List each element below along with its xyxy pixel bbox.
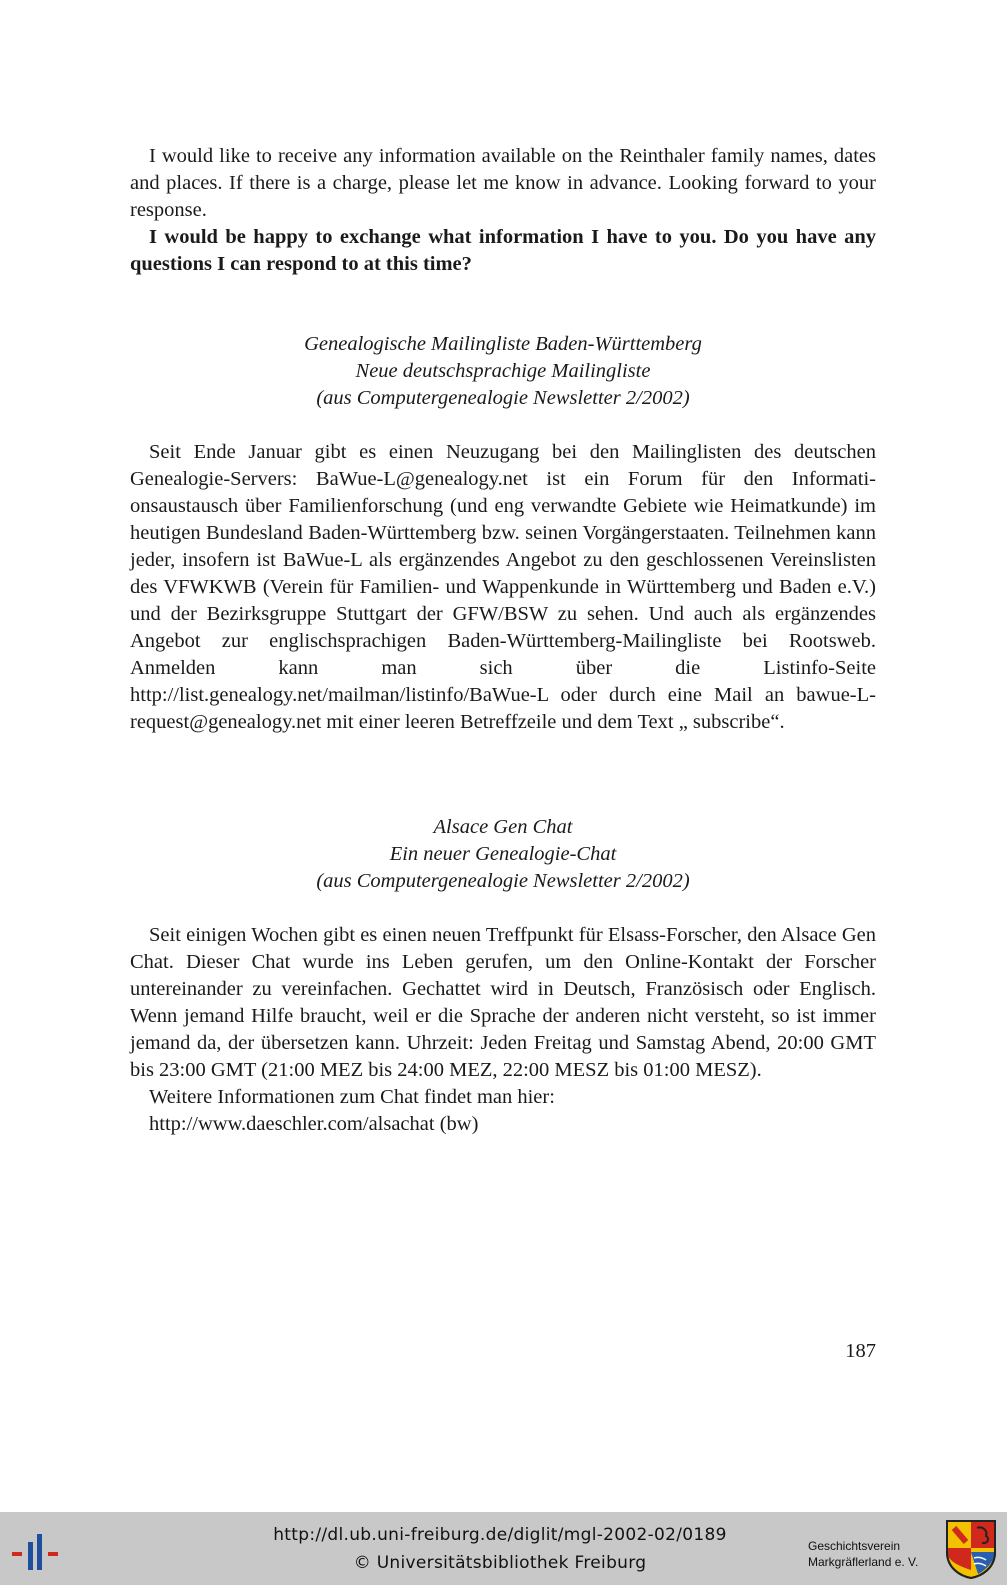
intro-text (130, 143, 876, 278)
section1-heading (130, 331, 876, 412)
section2-title: Alsace Gen Chat (433, 816, 573, 838)
footer-bar (0, 1512, 1007, 1585)
section1-paragraph: Seit Ende Januar gibt es einen Neuzugang bei den Mailinglisten des deutschen Genealogie-Servers: BaWue-L@genealogy.net ist ein Forum für den Informationsaustausch über Familienforschung (und eng verwandte Gebiete wie Heimatkunde) im heutigen Bundesland Baden-Württemberg bzw. seinen Vorgängerstaaten. Teilnehmen kann jeder, insofern ist BaWue-L als ergänzendes Angebot zu den geschlossenen Vereinslisten des VFWKWB (Verein für Familien- und Wappenkunde in Württemberg und Baden e.V.) und der Bezirksgruppe Stuttgart der GFW/BSW zu sehen. Und auch als ergänzendes Angebot zur englischsprachigen Baden-Württemberg-Mailingliste bei Rootsweb. Anmelden kann man sich über die Listinfo-Seite http://list.genealogy.net/mailman/listinfo/BaWue-L oder durch eine Mail an bawue-L-request@genealogy.net mit einer leeren Betreffzeile und dem Text „ subscribe“. (130, 441, 876, 733)
footer-url-link[interactable]: http://dl.ub.uni-freiburg.de/diglit/mgl-2002-02/0189 (273, 1525, 727, 1545)
page-number: 187 (845, 1340, 876, 1362)
footer-copyright: © Universitätsbibliothek Freiburg (353, 1553, 647, 1573)
ub-freiburg-logo-icon[interactable] (8, 1532, 64, 1572)
section1-subtitle: Neue deutschsprachige Mailingliste (355, 360, 651, 382)
section2-text (130, 922, 876, 1138)
section2-subtitle: Ein neuer Genealogie-Chat (389, 843, 617, 865)
coat-of-arms-icon (944, 1518, 998, 1580)
section2-link: http://www.daeschler.com/alsachat (bw) (149, 1113, 479, 1135)
section1-source: (aus Computergenealogie Newsletter 2/2002) (316, 387, 690, 409)
society-name-line1: Geschichtsverein (808, 1539, 901, 1553)
section2-paragraph: Seit einigen Wochen gibt es einen neuen Treffpunkt für Elsass-Forscher, den Alsace Gen Chat. Dieser Chat wurde ins Leben gerufen, um den Online-Kontakt der Forscher untereinander zu vereinfachen. Gechattet wird in Deutsch, Französisch oder Englisch. Wenn jemand Hilfe braucht, weil er die Sprache der anderen nicht versteht, so ist immer jemand da, der übersetzen kann. Uhrzeit: Jeden Freitag und Samstag Abend, 20:00 GMT bis 23:00 GMT (21:00 MEZ bis 24:00 MEZ, 22:00 MESZ bis 01:00 MESZ). (130, 924, 876, 1081)
section1-text (130, 439, 876, 736)
section1-title: Genealogische Mailingliste Baden-Württemberg (304, 333, 702, 355)
intro-paragraph: I would like to receive any information available on the Reinthaler family names, dates and places. If there is a charge, please let me know in advance. Looking forward to your response. (130, 145, 876, 221)
section2-heading (130, 814, 876, 895)
intro-bold-paragraph: I would be happy to exchange what information I have to you. Do you have any questions I can respond to at this time? (130, 226, 876, 275)
section2-source: (aus Computergenealogie Newsletter 2/2002) (316, 870, 690, 892)
section2-more-info: Weitere Informationen zum Chat findet man hier: (149, 1086, 555, 1108)
society-name (808, 1538, 938, 1570)
society-name-line2: Markgräflerland e. V. (808, 1555, 919, 1569)
